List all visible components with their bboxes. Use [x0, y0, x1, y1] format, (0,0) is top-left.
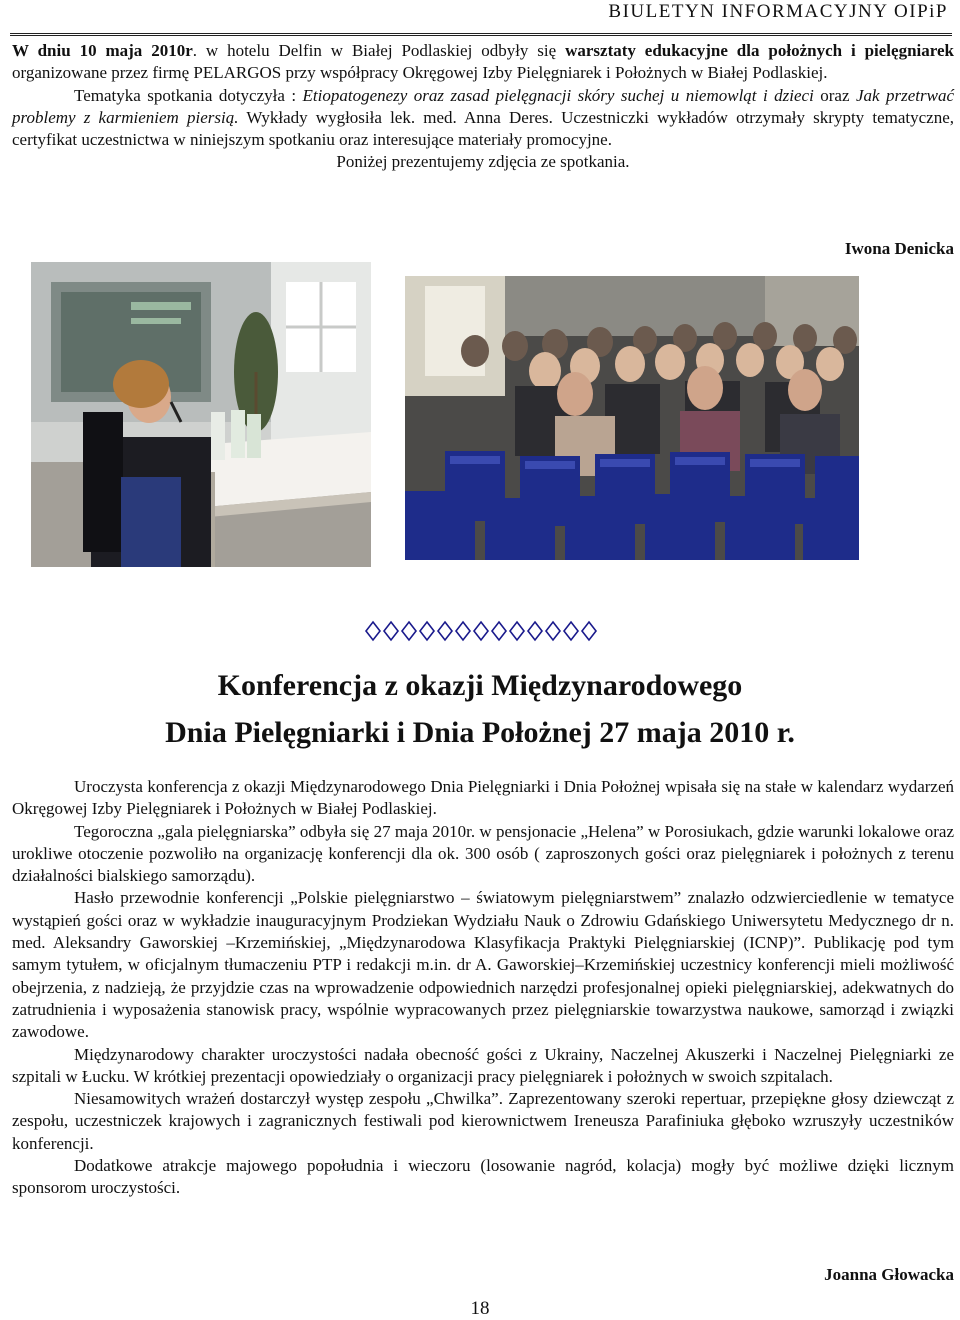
diamond-ornament-icon: [364, 619, 604, 643]
photos-intro: Poniżej prezentujemy zdjęcia ze spotkania.: [336, 152, 630, 172]
article-2-paragraph: Niesamowitych wrażeń dostarczył występ zespołu „Chwilka”. Zaprezentowany szeroki repertuar, przepiękne głosy dziewcząt z zespołu, uczestniczek krajowych i zagranicznych festiwali pod kierownictwem Ireneusza Parafiniuka głęboko wzruszyły uczestników konferencji.: [12, 1089, 954, 1153]
article-2-title-line-2: Dnia Pielęgniarki i Dnia Położnej 27 maja 2010 r.: [165, 716, 795, 749]
event-name: warsztaty edukacyjne dla położnych i pielęgniarek: [565, 41, 954, 60]
running-header: BIULETYN INFORMACYJNY OIPiP: [608, 1, 948, 22]
date-lead: W dniu 10 maja 2010r: [12, 41, 193, 60]
topic-1: Etiopatogenezy oraz zasad pielęgnacji skóry suchej u niemowląt i dzieci: [302, 85, 814, 105]
header-divider: [10, 33, 952, 38]
photo-audience: [405, 276, 859, 560]
article-2-body: [12, 776, 954, 1200]
article-1-paragraph-1: W dniu 10 maja 2010r. w hotelu Delfin w Białej Podlaskiej odbyły się warsztaty edukacyjne dla położnych i pielęgniarek organizowane przez firmę PELARGOS przy współpracy Okręgowej Izby Pielęgniarek i Położnych w Białej Podlaskiej.: [12, 41, 954, 83]
photo-speaker: [31, 262, 371, 567]
article-2-title-line-1: Konferencja z okazji Międzynarodowego: [217, 669, 743, 702]
article-2-paragraph: Hasło przewodnie konferencji „Polskie pielęgniarstwo – światowym pielęgniarstwem” znalazło odzwierciedlenie w tematyce wystąpień gości oraz w wykładzie inauguracyjnym Prodziekan Wydziału Nauk o Zdrowiu Gdańskiego Uniwersytetu Medycznego dr n. med. Aleksandry Gaworskiej –Krzemińskiej, „Międzynarodowa Klasyfikacja Praktyki Pielęgniarskiej (ICNP)”. Publikację pod tym samym tytułem, w oficjalnym tłumaczeniu PTP i redakcji m.in. dr A. Gaworskiej–Krzemińskiej uczestnicy konferencji mieli możliwość obejrzenia, z nadzieją, że przyjdzie czas na wprowadzenie odpowiednich narzędzi profesjonalnej opieki pielęgniarskiej, adekwatnych do zatrudnienia i wyposażenia stanowisk pracy, wspólnie wypracowanych przez pielęgniarskie towarzystwa naukowe, samorząd i związki zawodowe.: [12, 888, 954, 1042]
author-signature-2: Joanna Głowacka: [824, 1265, 954, 1284]
topic-2: Jak przetrwać problemy z karmieniem piersią.: [12, 85, 954, 127]
page-number: 18: [470, 1298, 490, 1319]
article-2-paragraph: Tegoroczna „gala pielęgniarska” odbyła się 27 maja 2010r. w pensjonacie „Helena” w Porosiukach, gdzie warunki lokalowe oraz urokliwe otoczenie pozwoliło na organizację konferencji dla ok. 300 osób ( zaproszonych gości oraz pielęgniarek i położnych z terenu działalności bialskiego samorządu).: [12, 821, 954, 886]
article-2-paragraph: Uroczysta konferencja z okazji Międzynarodowego Dnia Pielęgniarki i Dnia Położnej wpisała się na stałe w kalendarz wydarzeń Okręgowej Izby Pielęgniarek i Położnych w Białej Podlaskiej.: [12, 777, 954, 819]
article-1-paragraph-2: Tematyka spotkania dotyczyła : Etiopatogenezy oraz zasad pielęgnacji skóry suchej u niemowląt i dzieci oraz Jak przetrwać problemy z karmieniem piersią. Wykłady wygłosiła lek. med. Anna Deres. Uczestniczki wykładów otrzymały skrypty tematyczne, certyfikat uczestnictwa w niniejszym spotkaniu oraz interesujące materiały promocyjne.: [12, 85, 954, 150]
author-signature-1: Iwona Denicka: [844, 239, 954, 258]
article-2-paragraph: Dodatkowe atrakcje majowego popołudnia i wieczoru (losowanie nagród, kolacja) mogły być możliwe dzięki licznym sponsorom uroczystości.: [12, 1156, 954, 1198]
article-2-paragraph: Międzynarodowy charakter uroczystości nadała obecność gości z Ukrainy, Naczelnej Akuszerki i Naczelnej Pielęgniarki ze szpitali w Łucku. W krótkiej prezentacji opowiedziały o organizacji pracy pielęgniarek i położnych w swoich szpitalach.: [12, 1044, 954, 1086]
article-1-body: [12, 40, 954, 174]
